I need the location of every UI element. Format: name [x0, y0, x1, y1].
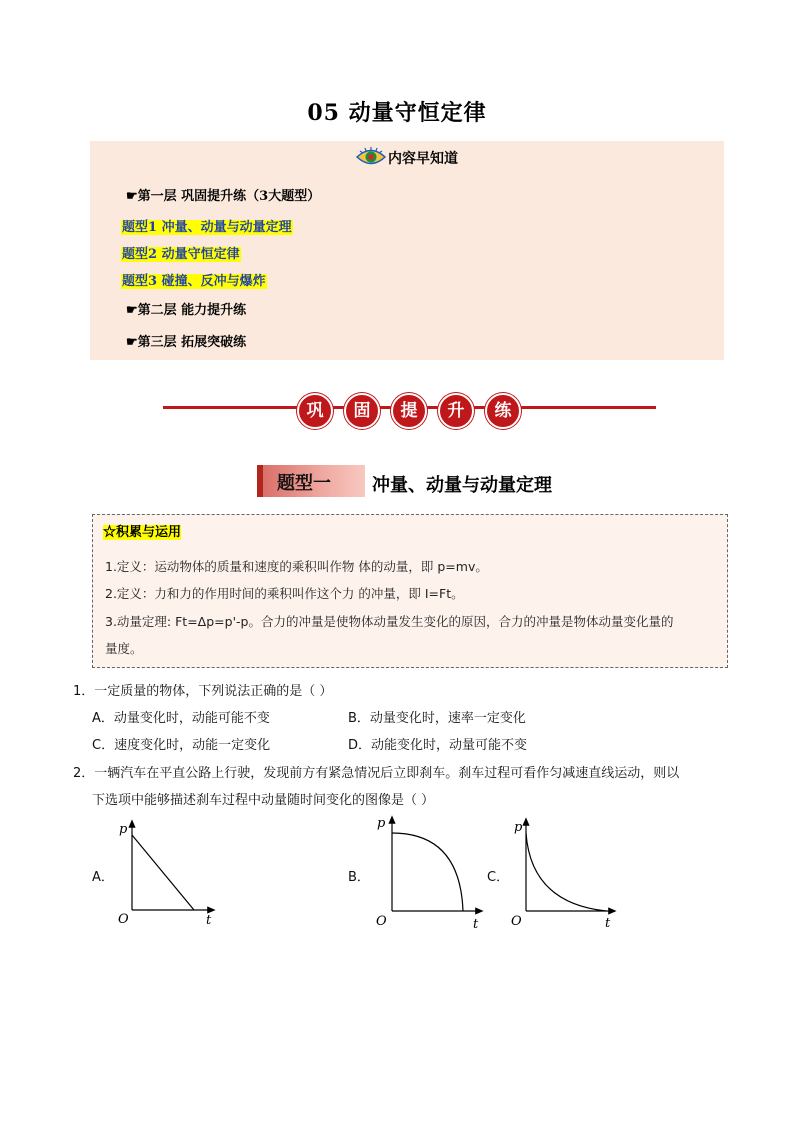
- toc-layer-1[interactable]: ☛第一层 巩固提升练（3大题型）: [126, 189, 321, 204]
- graph-c-origin: O: [511, 914, 522, 929]
- graph-a-label[interactable]: A．: [92, 870, 114, 885]
- question-1-option-a[interactable]: A．动量变化时，动能可能不变: [92, 711, 270, 726]
- graph-c-curve: [526, 833, 606, 911]
- graph-a[interactable]: [112, 815, 222, 930]
- banner-char: 升: [438, 393, 474, 429]
- toc-type-2[interactable]: 题型2 动量守恒定律: [122, 247, 240, 262]
- section-tag: [257, 465, 365, 497]
- graph-c[interactable]: [509, 813, 624, 931]
- graph-b-curve: [392, 833, 463, 911]
- section-title: 冲量、动量与动量定理: [372, 475, 552, 496]
- graph-a-y-label: p: [119, 822, 128, 837]
- banner-char: 提: [391, 393, 427, 429]
- star-icon: ☆: [103, 525, 117, 540]
- graph-c-y-label: p: [514, 820, 523, 835]
- graph-b-y-label: p: [377, 816, 386, 831]
- knowledge-box: [92, 514, 728, 668]
- graph-b-x-label: t: [473, 917, 479, 931]
- graph-b-origin: O: [376, 914, 387, 929]
- question-2-stem-line-2: 下选项中能够描述刹车过程中动量随时间变化的图像是（ ）: [92, 793, 435, 808]
- contents-heading-text: 内容早知道: [388, 151, 458, 167]
- eye-icon: [356, 147, 386, 171]
- banner-char: 练: [485, 393, 521, 429]
- knowledge-line: 2.定义：力和力的作用时间的乘积叫作这个力 的冲量，即 I=Ft。: [105, 586, 464, 601]
- graph-c-x-label: t: [605, 916, 611, 931]
- question-1-stem: 1．一定质量的物体，下列说法正确的是（ ）: [73, 684, 333, 699]
- section-tag-text: 题型一: [277, 473, 331, 494]
- question-1-option-d[interactable]: D．动能变化时，动量可能不变: [348, 738, 528, 753]
- toc-layer-3[interactable]: ☛第三层 拓展突破练: [126, 335, 247, 350]
- knowledge-line: 量度。: [105, 641, 143, 656]
- graph-b-label[interactable]: B．: [348, 870, 370, 885]
- graph-a-origin: O: [118, 912, 129, 927]
- toc-type-1[interactable]: 题型1 冲量、动量与动量定理: [122, 220, 292, 235]
- page-title: 05 动量守恒定律: [307, 100, 487, 126]
- banner-char: 固: [344, 393, 380, 429]
- contents-box: [90, 141, 724, 360]
- graph-c-label[interactable]: C．: [487, 870, 510, 885]
- question-2-stem-line-1: 2．一辆汽车在平直公路上行驶，发现前方有紧急情况后立即刹车。刹车过程可看作匀减速直线运动，则以: [73, 766, 680, 781]
- knowledge-heading: ☆积累与运用: [103, 525, 182, 540]
- knowledge-line: 3.动量定理: Ft=Δp=p'-p。合力的冲量是使物体动量发生变化的原因，合力的冲量是物体动量变化量的: [105, 614, 674, 629]
- knowledge-line: 1.定义：运动物体的质量和速度的乘积叫作物 体的动量，即 p=mv。: [105, 559, 488, 574]
- question-1-option-b[interactable]: B．动量变化时，速率一定变化: [348, 711, 526, 726]
- question-1-option-c[interactable]: C．速度变化时，动能一定变化: [92, 738, 271, 753]
- banner-char: 巩: [297, 393, 333, 429]
- toc-type-3[interactable]: 题型3 碰撞、反冲与爆炸: [122, 274, 266, 289]
- graph-b[interactable]: [370, 811, 490, 931]
- graph-a-x-label: t: [206, 913, 212, 928]
- graph-a-curve: [132, 835, 194, 910]
- toc-layer-2[interactable]: ☛第二层 能力提升练: [126, 303, 247, 318]
- contents-heading: [90, 147, 724, 171]
